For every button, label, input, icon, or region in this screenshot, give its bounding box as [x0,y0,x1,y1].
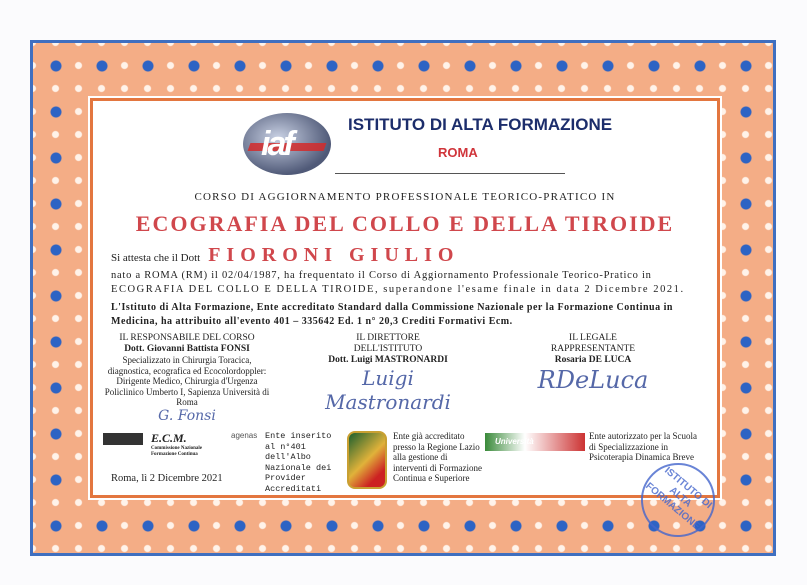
signatory-course-head [101,333,273,425]
name: Rosaria DE LUCA [554,355,632,365]
certificate-body [90,98,720,533]
signature: RDeLuca [537,366,649,394]
ecm-logo: E.C.M. Commissione Nazionale Formazione Continua [103,431,228,458]
provider-text: Ente inserito al n°401 dell'Albo Nazionale dei Provider Accreditati [265,431,332,494]
institute-city: ROMA [438,145,478,160]
lazio-text: Ente già accreditato presso la Regione Lazio alla gestione di interventi di Formazione Continua e Superiore [393,431,482,483]
attest-line [111,243,459,270]
name: Dott. Luigi MASTRONARDI [328,355,448,365]
role: IL DIRETTORE DELL'ISTITUTO [353,333,423,354]
accreditation-text: L'Istituto di Alta Formazione, Ente accreditato Standard dalla Commissione Nazionale per la Formazione Continua in Medicina, ha attribuito all'evento 401 – 335642 Ed. 1 n° 20,3 Crediti Formativi Ecm. [111,302,673,327]
institute-name: ISTITUTO DI ALTA FORMAZIONE [348,115,613,134]
agenas-logo: agenas [231,431,258,440]
attest-prefix: Si attesta che il Dott [111,252,201,264]
school-text: Ente autorizzato per la Scuola di Specializzazione in Psicoterapia Dinamica Breve [589,431,697,462]
institute-stamp: ISTITUTO DI ALTA FORMAZIONE [626,448,730,552]
universita-logo: Università [485,433,585,451]
body-line-1: nato a ROMA (RM) il 02/04/1987, ha frequentato il Corso di Aggiornamento Professionale Teorico-Pratico in [111,270,652,281]
signature: Luigi Mastronardi [325,366,451,414]
role: IL RESPONSABILE DEL CORSO [119,333,255,343]
signature: G. Fonsi [158,407,216,424]
regione-lazio-crest [347,431,387,489]
signatory-legal-rep [533,333,653,394]
iaf-logo: iaf [243,113,331,175]
recipient-name: FIORONI GIULIO [208,244,460,266]
body-line-2: ECOGRAFIA DEL COLLO E DELLA TIROIDE, superandone l'esame finale in data 2 Dicembre 2021. [111,284,685,295]
signatory-director [298,333,478,414]
role: IL LEGALE RAPPRESENTANTE [550,333,636,354]
divider [335,173,565,174]
course-line: CORSO DI AGGIORNAMENTO PROFESSIONALE TEORICO-PRATICO IN [194,191,616,203]
date-place: Roma, lì 2 Dicembre 2021 [111,473,223,484]
course-title: ECOGRAFIA DEL COLLO E DELLA TIROIDE [135,211,675,236]
name: Dott. Giovanni Battista FONSI [124,344,250,354]
description: Specializzato in Chirurgia Toracica, diagnostica, ecografica ed Ecocolordoppler: Dirigente Medico, Chirurgia d'Urgenza Policlinico Umberto I, Sapienza Università di Roma [104,355,270,407]
